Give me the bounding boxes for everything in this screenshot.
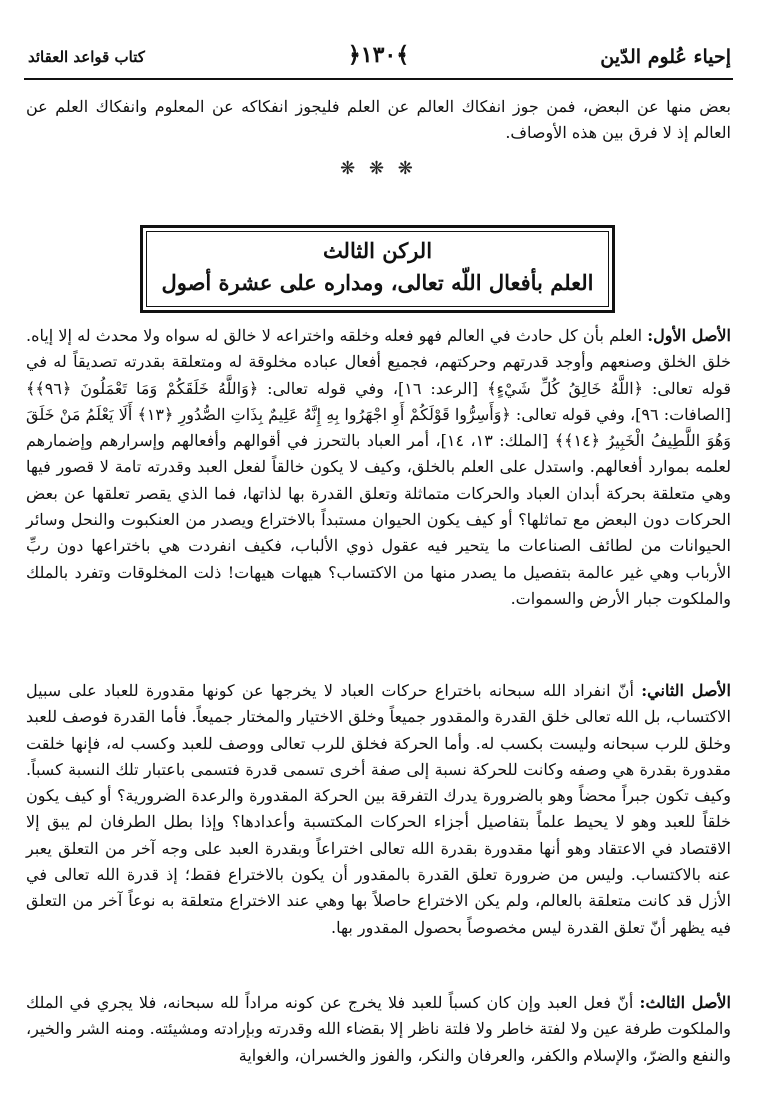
- principle-text: أنّ فعل العبد وإن كان كسباً للعبد فلا يخرج عن كونه مراداً لله سبحانه، فلا يجري في الملك والملكوت طرفة عين ولا لفتة خاطر ولا فلتة ناظر إلا بقضاء الله وقدرته وبإرادته ومشيئته. ومنه الشر والخير، والنفع والضرّ، والإسلام والكفر، والعرفان والنكر، والفوز والخسران، والغواية: [26, 993, 732, 1065]
- principle-heading: الأصل الأول:: [647, 326, 732, 345]
- paragraph-second-principle: [26, 678, 731, 941]
- intro-paragraph: بعض منها عن البعض، فمن جوز انفكاك العالم عن العلم فليجوز انفكاكه عن المعلوم وانفكاك العلم عن العالم إذ لا فرق بين هذه الأوصاف.: [26, 97, 731, 143]
- principle-heading: الأصل الثاني:: [641, 681, 731, 700]
- section-separator: ❋ ❋ ❋: [340, 158, 417, 179]
- principle-text: أنّ انفراد الله سبحانه باختراع حركات العباد لا يخرجها عن كونها مقدورة للعباد على سبيل الاكتساب، بل الله تعالى خلق القدرة والمقدور جميعاً وخلق الاختيار والمختار جميعاً. فأما القدرة فوصف للعبد وخلق للرب سبحانه وليست بكسب له. وأما الحركة فخلق للرب تعالى ووصف للعبد وكسب له، فإنها خلقت مقدورة بقدرة هي وصفه وكانت للحركة نسبة إلى صفة أخرى تسمى قدرة فتسمى باعتبار تلك النسبة كسباً. وكيف تكون جبراً محضاً وهو بالضرورة يدرك التفرقة بين الحركة المقدورة والرعدة الضرورية؟ أو كيف يكون خلقاً للعبد وهو لا يحيط علماً بتفاصيل أجزاء الحركات المكتسبة وأعدادها؟ وإذا بطل الطرفان لم يبق إلا الاقتصاد في الاعتقاد وهو أنها مقدورة بقدرة الله تعالى اختراعاً وبقدرة العبد على وجه آخر من التعلق يعبر عنه بالاكتساب. وليس من ضرورة تعلق القدرة بالمقدور أن يكون بالاختراع فقط؛ إذ قدرة الله تعالى في الأزل قد كانت متعلقة بالعالم، ولم يكن الاختراع حاصلاً بها وهي عند الاختراع متعلقة به نوعاً آخر من التعلق فيه يظهر أنّ تعلق القدرة ليس مخصوصاً بحصول المقدور بها.: [26, 681, 732, 937]
- section-subtitle: العلم بأفعال اللّه تعالى، ومداره على عشرة أصول: [161, 270, 594, 295]
- section-title-box: [140, 225, 615, 313]
- principle-heading: الأصل الثالث:: [639, 993, 731, 1012]
- paragraph-third-principle: [26, 990, 731, 1069]
- page-header: [24, 38, 733, 80]
- principle-text: العلم بأن كل حادث في العالم فهو فعله وخلقه واختراعه لا خالق له سواه ولا محدث له إلا إياه. خلق الخلق وصنعهم وأوجد قدرتهم وحركتهم، فجميع أفعال عباده مخلوقة له ومتعلقة بقدرته تصديقاً له في قوله تعالى: ﴿اللَّهُ خَالِقُ كُلِّ شَيْءٍ﴾ [الرعد: ١٦]، وفي قوله تعالى: ﴿وَاللَّهُ خَلَقَكُمْ وَمَا تَعْمَلُونَ ﴿٩٦﴾﴾ [الصافات: ٩٦]، وفي قوله تعالى: ﴿وَأَسِرُّوا قَوْلَكُمْ أَوِ اجْهَرُوا بِهِ إِنَّهُ عَلِيمٌ بِذَاتِ الصُّدُورِ ﴿١٣﴾ أَلَا يَعْلَمُ مَنْ خَلَقَ وَهُوَ اللَّطِيفُ الْخَبِيرُ ﴿١٤﴾﴾ [الملك: ١٣، ١٤]، أمر العباد بالتحرز في أقوالهم وأفعالهم وإسرارهم وإضمارهم لعلمه بموارد أفعالهم. واستدل على العلم بالخلق، وكيف لا يكون خالقاً لفعل العبد وقدرته تامة لا قصور فيها وهي متعلقة بحركة أبدان العباد والحركات متماثلة وتعلق القدرة بها لذاتها، فما الذي يقصر تعلقها عن بعض الحركات دون البعض مع تماثلها؟ أو كيف يكون الحيوان مستبداً بالاختراع ويصدر من العنكبوت والنحل وسائر الحيوانات من لطائف الصناعات ما يتحير فيه عقول ذوي الألباب، فكيف انفردت هي باختراعها دون ربِّ الأرباب وهي غير عالمة بتفصيل ما يصدر منها من الاكتساب؟ هيهات هيهات! ذلت المخلوقات وتفرد بالملك والملكوت جبار الأرض والسموات.: [26, 326, 732, 608]
- book-title: إحياء عُلوم الدّين: [600, 46, 731, 68]
- chapter-title: كتاب قواعد العقائد: [28, 48, 145, 66]
- section-title: الركن الثالث: [322, 238, 433, 263]
- header-rule: [24, 78, 733, 80]
- paragraph-first-principle: [26, 323, 731, 612]
- page-number: ﴿١٣٠﴾: [347, 42, 410, 68]
